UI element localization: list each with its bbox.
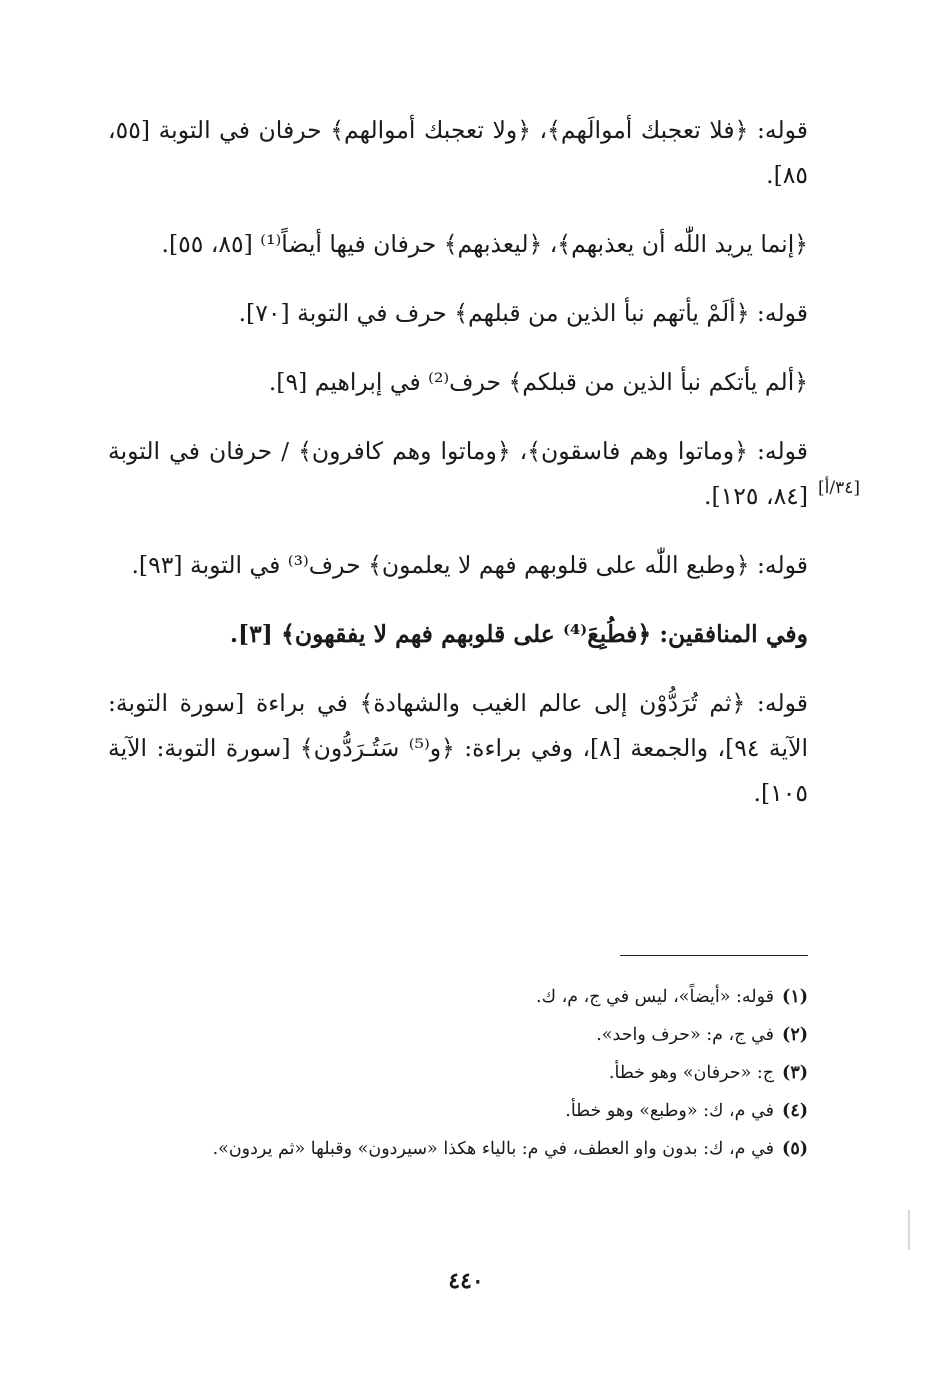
paragraph-3: قوله: ﴿ألَمْ يأتهم نبأ الذين من قبلهم﴾ حرف في التوبة [٧٠]. — [238, 299, 808, 327]
footnote-text: قوله: «أيضاً»، ليس في ج، م، ك. — [536, 987, 775, 1007]
paragraph-5: قوله: ﴿وماتوا وهم فاسقون﴾، ﴿وماتوا وهم كافرون﴾ / حرفان في التوبة [٨٤، ١٢٥]. — [108, 437, 808, 510]
footnote-1 — [108, 978, 808, 1016]
footnote-text: في م، ك: بدون واو العطف، في م: بالياء هكذا «سيردون» وقبلها «ثم يردون». — [212, 1139, 775, 1159]
footnote-number: (٢) — [782, 1025, 808, 1045]
scan-edge-mark — [908, 1210, 910, 1250]
footnote-2 — [108, 1016, 808, 1054]
paragraph-7: وفي المنافقين: ﴿فطُبِعَ⁽⁴⁾ على قلوبهم فهم لا يفقهون﴾ [٣]. — [229, 620, 808, 648]
footnote-number: (٥) — [782, 1139, 808, 1159]
folio-margin-note: [٣٤/أ] — [818, 478, 860, 498]
footnote-divider — [620, 955, 808, 956]
footnote-text: في م، ك: «وطبع» وهو خطأ. — [565, 1101, 775, 1121]
paragraph-2: ﴿إنما يريد اللّٰه أن يعذبهم﴾، ﴿ليعذبهم﴾ حرفان فيها أيضاً⁽¹⁾ [٨٥، ٥٥]. — [161, 230, 808, 258]
paragraph-8: قوله: ﴿ثم تُرَدُّوْن إلى عالم الغيب والشهادة﴾ في براءة [سورة التوبة: الآية ٩٤]، والجمعة [٨]، وفي براءة: ﴿و⁽⁵⁾ سَتُـرَدُّون﴾ [سورة التوبة: الآية ١٠٥]. — [108, 689, 809, 807]
paragraph-4: ﴿ألم يأتكم نبأ الذين من قبلكم﴾ حرف⁽²⁾ في إبراهيم [٩]. — [268, 368, 808, 396]
paragraph-1: قوله: ﴿فلا تعجبك أموالَهم﴾، ﴿ولا تعجبك أموالهم﴾ حرفان في التوبة [٥٥، ٨٥]. — [108, 116, 808, 189]
footnotes — [108, 978, 808, 1168]
footnote-number: (٣) — [782, 1063, 808, 1083]
page-number: ٤٤٠ — [448, 1268, 484, 1294]
main-text — [108, 108, 808, 840]
footnote-3 — [108, 1054, 808, 1092]
footnote-4 — [108, 1092, 808, 1130]
footnote-text: ج: «حرفان» وهو خطأ. — [608, 1063, 775, 1083]
footnote-text: في ج، م: «حرف واحد». — [596, 1025, 775, 1045]
footnote-number: (٤) — [782, 1101, 808, 1121]
paragraph-6: قوله: ﴿وطبع اللّٰه على قلوبهم فهم لا يعلمون﴾ حرف⁽³⁾ في التوبة [٩٣]. — [131, 551, 808, 579]
footnote-5 — [108, 1130, 808, 1168]
footnote-number: (١) — [782, 987, 808, 1007]
